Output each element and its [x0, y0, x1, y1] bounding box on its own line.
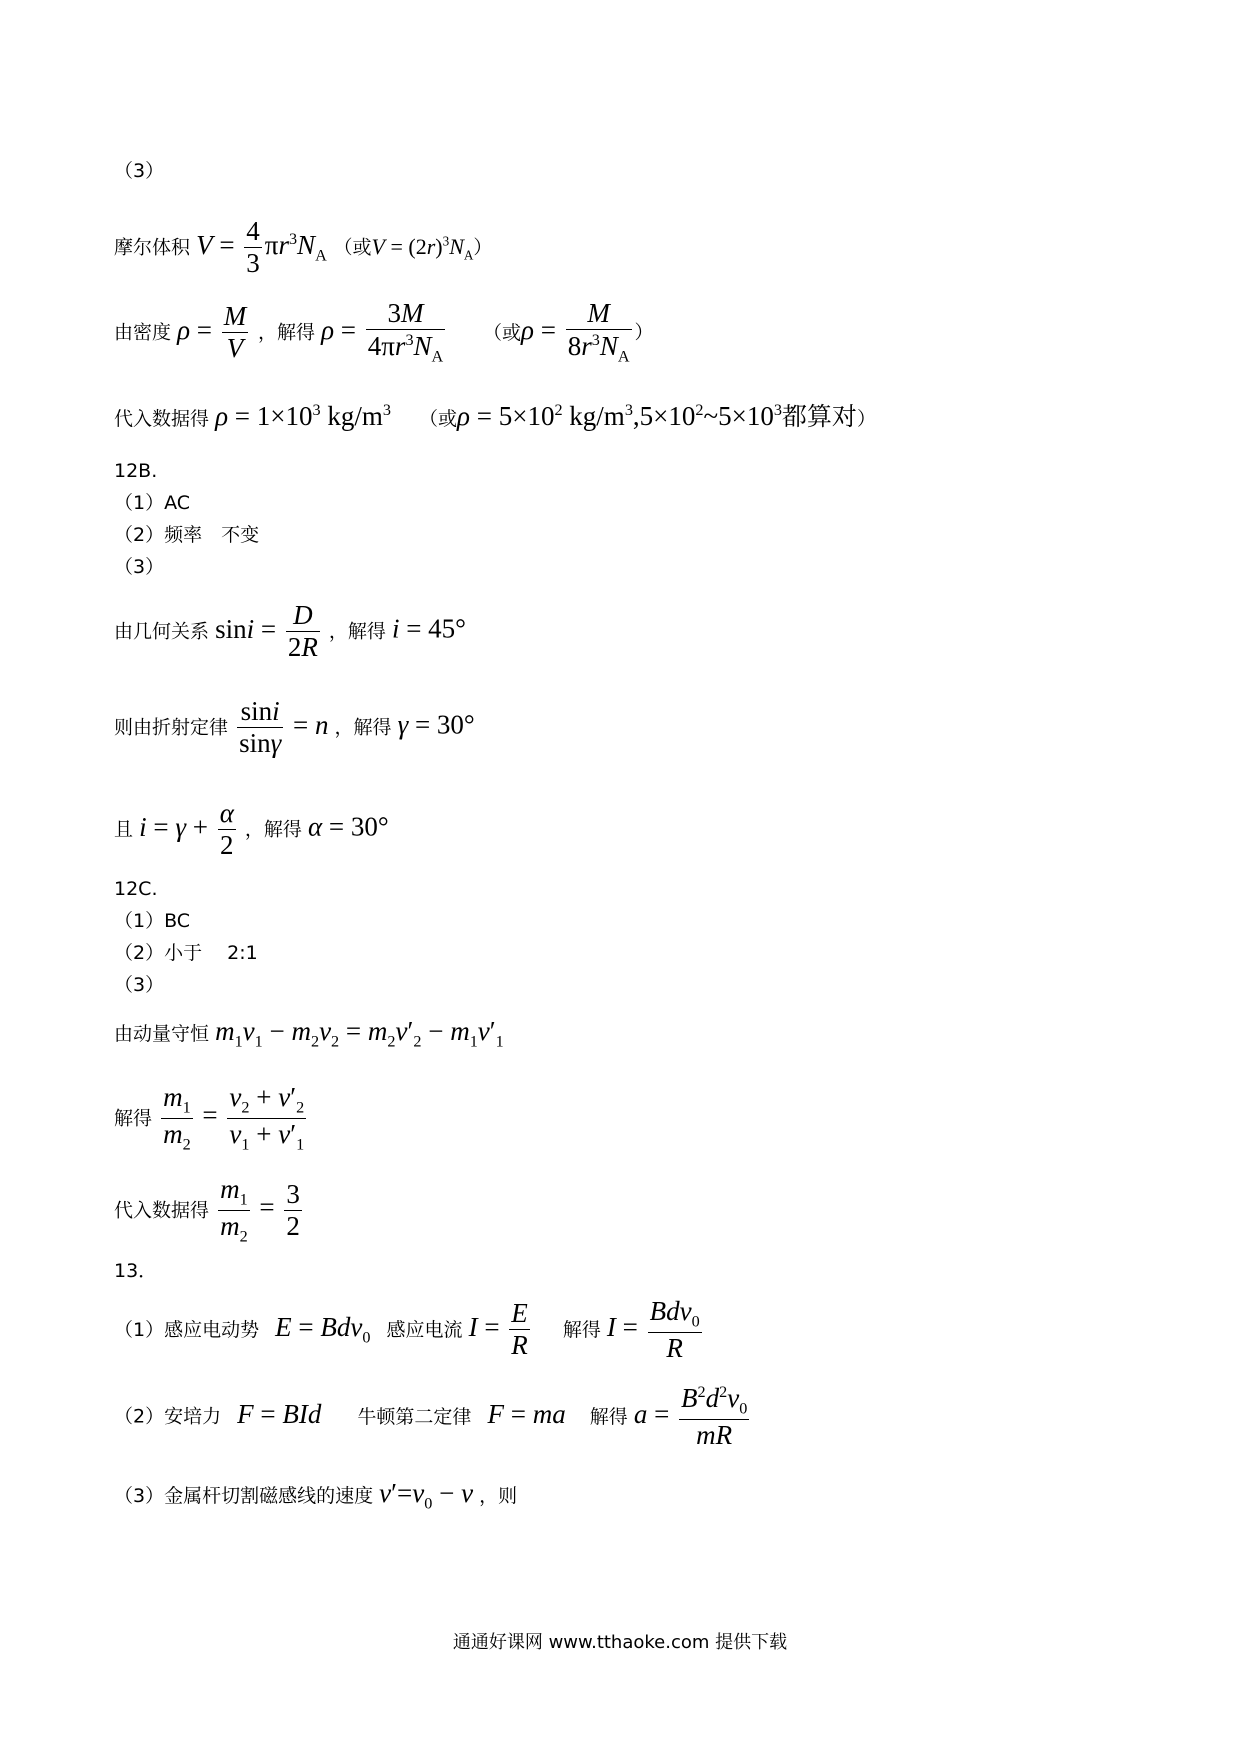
mass-ratio-result-line [114, 1176, 305, 1244]
momentum-formula: $m_1v_1 - m_2v_2 = m_2v'_2 - m_1v'_1$ [215, 1016, 504, 1051]
ampere-force-formula: F = BId [237, 1398, 322, 1429]
mass-ratio-formula: $\frac{m_1}{m_2}$ = $\frac{v_2 + v'_2}{v_1 + v'_1}$ [163, 1082, 305, 1153]
refraction-prefix: 则由折射定律 [114, 716, 229, 739]
substitute-alt-formula: $\rho = 5\times 10^2$ $kg/m^3,5\times 10^2\sim 5\times 10^3$ [457, 401, 782, 431]
density-line [114, 300, 654, 365]
section-12b-heading: 12B. [114, 460, 158, 482]
angle-relation-formula: i = γ + $\frac{\alpha}{2}$ [139, 798, 234, 860]
density-formula: ρ = $\frac{M}{V}$ [177, 300, 247, 363]
mass-ratio-result-formula: $\frac{m_1}{m_2}$ = $\frac{3}{2}$ [220, 1174, 300, 1245]
q13-part3-line [114, 1480, 517, 1512]
q13-part3-suffix: ，则 [479, 1485, 518, 1507]
q13-part2-prefix: （2）安培力 [114, 1405, 222, 1428]
newton-law-formula: F = ma [487, 1398, 566, 1429]
page-footer: 通通好课网 www.tthaoke.com 提供下载 [452, 1632, 788, 1653]
q13-part1-line [114, 1298, 705, 1362]
substitute-alt-mid: 都算对 [781, 402, 857, 431]
angle-relation-line [114, 800, 389, 859]
density-result-formula: ρ = $\frac{3M}{4\pi r^3N_A}$ [321, 298, 444, 366]
density-alt-close: ） [634, 321, 654, 344]
12c-answer-1: （1）BC [114, 910, 191, 932]
12c-answer-3-label: （3） [114, 974, 165, 996]
density-alt-formula: ρ = $\frac{M}{8r^3N_A}$ [521, 298, 630, 366]
angle-relation-result: α = 30° [307, 811, 389, 842]
substitute-alt-close: ） [856, 408, 876, 430]
molar-volume-alt-open: （或 [333, 236, 372, 259]
q13-part3-prefix: （3）金属杆切割磁感线的速度 [114, 1485, 374, 1507]
molar-volume-line [114, 218, 492, 277]
current-formula: I = $\frac{E}{R}$ [468, 1298, 528, 1361]
substitute-line [114, 402, 876, 430]
molar-volume-alt-formula: $V = (2r)^3N_A$ [371, 233, 474, 263]
q13-part1-solve-label: 解得 [562, 1319, 601, 1341]
density-alt-open: （或 [483, 321, 522, 344]
12b-answer-3-label: （3） [114, 556, 165, 578]
q13-part1-prefix: （1）感应电动势 [114, 1319, 260, 1341]
12c-answer-2: （2）小于 2:1 [114, 942, 258, 964]
current-result-formula: I = $\frac{Bdv_0}{R}$ [606, 1296, 700, 1363]
q13-part2-line [114, 1384, 752, 1449]
12b-answer-1: （1）AC [114, 492, 191, 514]
refraction-result: γ = 30° [397, 709, 475, 740]
q13-part2-solve-label: 解得 [589, 1405, 628, 1428]
relative-velocity-formula: $v'=v_0 - v$ [379, 1478, 474, 1513]
molar-volume-formula: V = $\frac{4}{3}$ $\pi r^3N_A$ [196, 216, 327, 278]
refraction-line [114, 698, 475, 757]
geometry-line [114, 602, 466, 661]
12b-answer-2: （2）频率 不变 [114, 524, 260, 546]
part-3-label: （3） [114, 160, 165, 182]
substitute-formula: $\rho = 1\times 10^3$ $kg/m^3$ [215, 401, 391, 431]
acceleration-formula: a = $\frac{B^2d^2v_0}{mR}$ [633, 1383, 748, 1450]
mass-ratio-line [114, 1084, 309, 1152]
density-solve-label: ，解得 [258, 321, 316, 344]
molar-volume-prefix: 摩尔体积 [114, 236, 191, 259]
geometry-result: i = 45° [391, 613, 466, 644]
molar-volume-alt-close: ） [473, 236, 493, 259]
section-12c-heading: 12C. [114, 878, 158, 900]
momentum-line [114, 1018, 504, 1050]
angle-relation-solve-label: ，解得 [244, 818, 302, 841]
section-13-heading: 13． [114, 1260, 158, 1282]
refraction-formula: $\frac{\sin i}{\sin\gamma}$ = n [239, 696, 329, 758]
newton-law-label: 牛顿第二定律 [357, 1405, 472, 1428]
emf-formula: E = Bdv$_0$ [275, 1312, 371, 1347]
substitute-prefix: 代入数据得 [114, 408, 210, 430]
geometry-formula: sini = $\frac{D}{2R}$ [215, 600, 318, 662]
angle-relation-prefix: 且 [114, 818, 134, 841]
mass-ratio-result-prefix: 代入数据得 [114, 1199, 210, 1222]
refraction-solve-label: ，解得 [334, 716, 392, 739]
substitute-alt-open: （或 [419, 408, 458, 430]
density-prefix: 由密度 [114, 321, 172, 344]
geometry-solve-label: ，解得 [328, 620, 386, 643]
momentum-prefix: 由动量守恒 [114, 1023, 210, 1045]
geometry-prefix: 由几何关系 [114, 620, 210, 643]
mass-ratio-prefix: 解得 [114, 1107, 153, 1130]
current-label: 感应电流 [386, 1319, 463, 1341]
